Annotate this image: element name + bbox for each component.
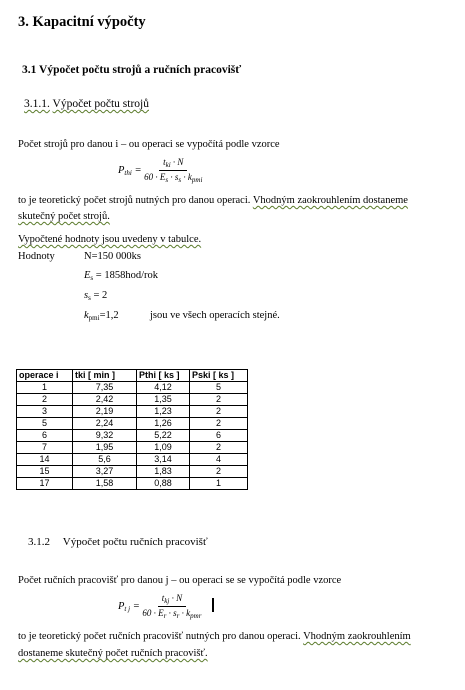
values-label: Hodnoty bbox=[18, 251, 55, 262]
header-pski: Pski [ ks ] bbox=[190, 370, 248, 382]
header-pthi: Pthi [ ks ] bbox=[137, 370, 190, 382]
table-row: 2 2,42 1,35 2 bbox=[17, 394, 248, 406]
table-row: 3 2,19 1,23 2 bbox=[17, 406, 248, 418]
text-cursor bbox=[212, 598, 214, 612]
section-heading: 3.1 Výpočet počtu strojů a ručních pracovišť bbox=[22, 64, 242, 76]
results-table bbox=[16, 369, 248, 490]
table-row: 15 3,27 1,83 2 bbox=[17, 466, 248, 478]
subsection-heading-311 bbox=[24, 98, 149, 110]
formula-manual-fraction: $\frac{t_{kj} \cdot N}{60 \cdot E_r \cdot s_r \cdot k_{pmr}}$ bbox=[142, 593, 202, 620]
manual-intro: Počet ručních pracovišť pro danou j – ou operaci se se vypočítá podle vzorce bbox=[18, 575, 342, 586]
subsection-heading-312: 3.1.2 Výpočet počtu ručních pracovišť bbox=[28, 536, 208, 548]
manual-desc-line1: to je teoretický počet ručních pracovišť nutných pro danou operaci. Vhodným zaokrouhlením bbox=[18, 631, 411, 642]
table-header-row bbox=[17, 370, 248, 382]
chapter-heading: 3. Kapacitní výpočty bbox=[18, 14, 146, 30]
header-operace: operace i bbox=[17, 370, 73, 382]
value-Es: $E_s = 1858hod/rok$ bbox=[84, 270, 158, 282]
value-k: $k_{pmi}=1,2$ bbox=[84, 310, 119, 322]
header-tki: tki [ min ] bbox=[73, 370, 137, 382]
table-row: 6 9,32 5,22 6 bbox=[17, 430, 248, 442]
subsection-title-word: Výpočet počtu strojů bbox=[52, 98, 149, 110]
table-row: 5 2,24 1,26 2 bbox=[17, 418, 248, 430]
subsection-number: 3.1.1. bbox=[24, 98, 50, 110]
formula-machines-fraction: $\frac{t_{ki} \cdot N}{60 \cdot E_s \cdot s_s \cdot k_{pmi}}$ bbox=[144, 157, 203, 184]
value-ss: $s_s = 2$ bbox=[84, 290, 108, 302]
table-row: 1 7,35 4,12 5 bbox=[17, 382, 248, 394]
formula-machines: $P_{thi}$ = $\frac{t_{ki} \cdot N}{60 \cdot E_s \cdot s_s \cdot k_{pmi}}$ bbox=[118, 157, 203, 184]
value-N: N=150 000ks bbox=[84, 251, 141, 262]
machines-desc-line1: to je teoretický počet strojů nutných pro danou operaci. Vhodným zaokrouhlením dostaneme bbox=[18, 195, 408, 206]
table-row: 7 1,95 1,09 2 bbox=[17, 442, 248, 454]
value-k-note: jsou ve všech operacích stejné. bbox=[150, 310, 280, 321]
formula-manual: $P_{t j}$ = $\frac{t_{kj} \cdot N}{60 \cdot E_r \cdot s_r \cdot k_{pmr}}$ bbox=[118, 593, 202, 620]
machines-desc-line2: skutečný počet strojů. bbox=[18, 211, 110, 222]
table-row: 17 1,58 0,88 1 bbox=[17, 478, 248, 490]
table-row: 14 5,6 3,14 4 bbox=[17, 454, 248, 466]
machines-intro: Počet strojů pro danou i – ou operaci se vypočítá podle vzorce bbox=[18, 139, 280, 150]
manual-desc-line2: dostaneme skutečný počet ručních pracovišť. bbox=[18, 648, 208, 659]
values-note: Vypočtené hodnoty jsou uvedeny v tabulce. bbox=[18, 234, 202, 245]
